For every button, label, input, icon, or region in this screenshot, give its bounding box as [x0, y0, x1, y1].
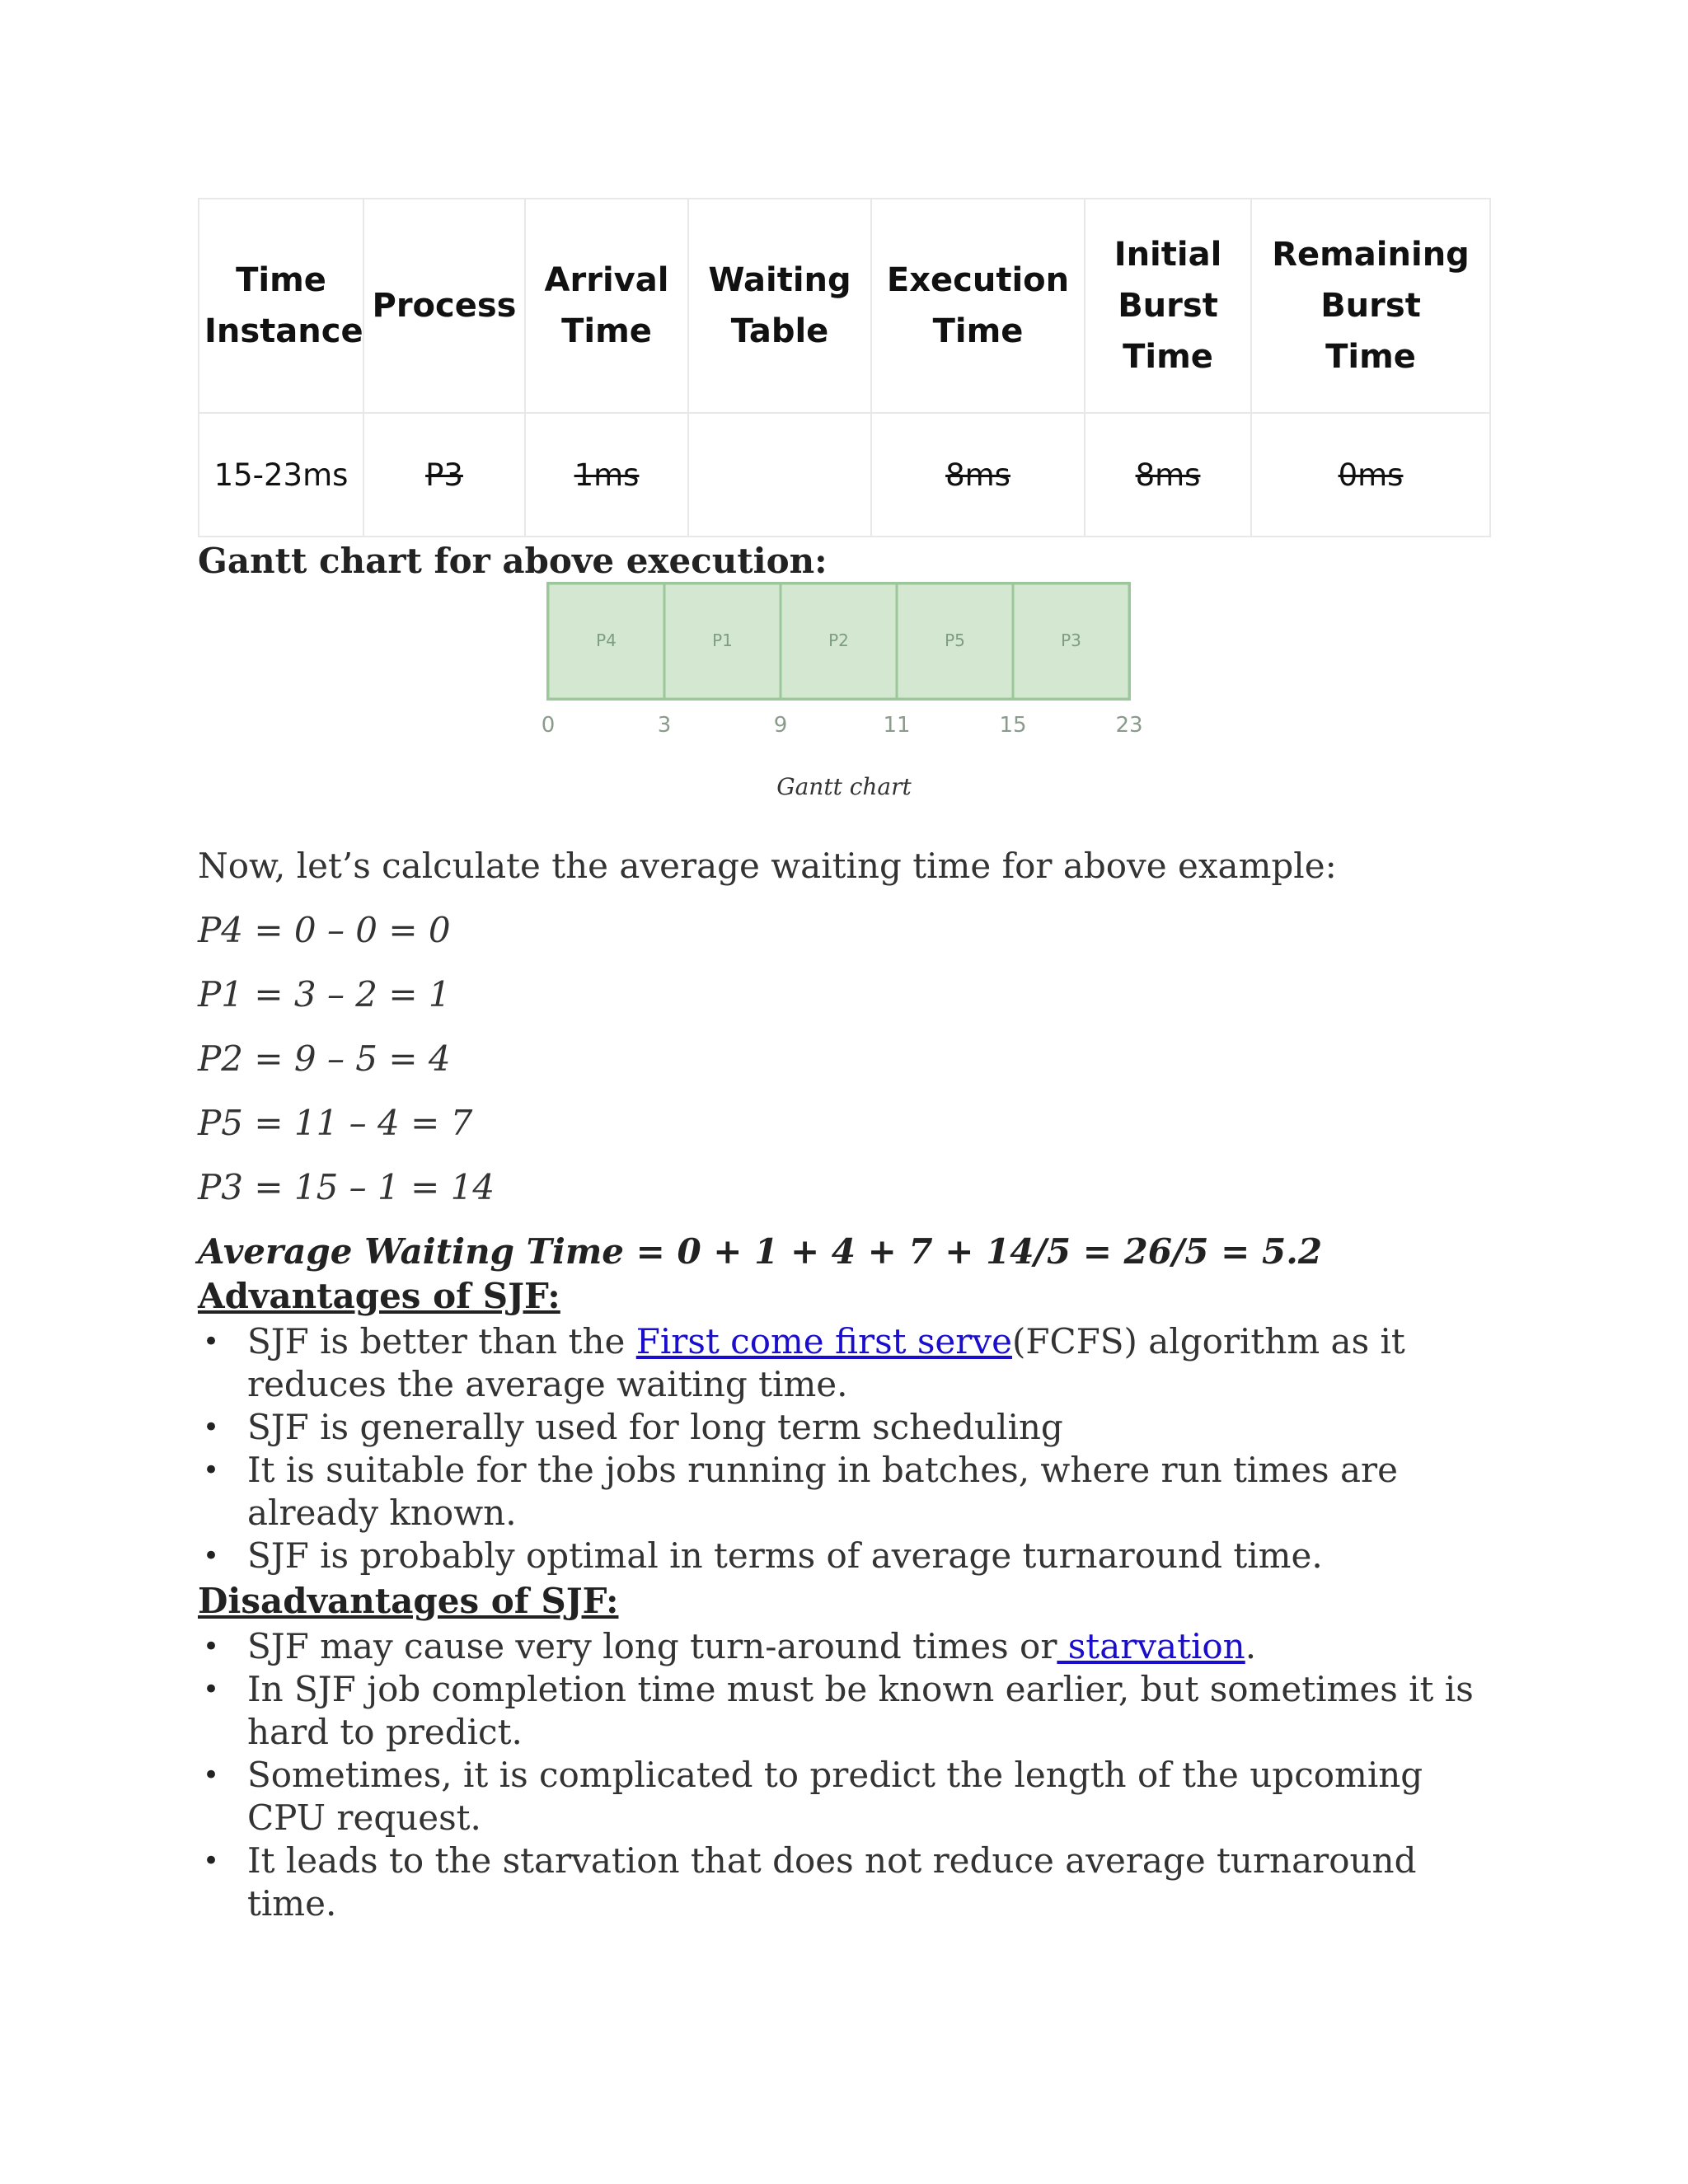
gantt-tick-15: 15: [999, 713, 1027, 738]
cell-arrival: 1ms: [525, 413, 688, 537]
starvation-link[interactable]: starvation: [1057, 1626, 1245, 1666]
gantt-tick-3: 3: [657, 713, 672, 738]
cell-remaining-burst: 0ms: [1251, 413, 1490, 537]
header-waiting-table: Waiting Table: [688, 199, 871, 413]
gantt-label-p3: P3: [1061, 630, 1081, 650]
list-item: • SJF is generally used for long term scheduling: [198, 1406, 1500, 1449]
gantt-heading: Gantt chart for above execution:: [198, 541, 828, 581]
cell-process: P3: [363, 413, 525, 537]
intro-text: Now, let’s calculate the average waiting time for above example:: [198, 846, 1337, 886]
list-item: • In SJF job completion time must be known earlier, but sometimes it is hard to predict.: [198, 1668, 1500, 1754]
gantt-label-p4: P4: [596, 630, 617, 650]
table-row: [199, 413, 1490, 537]
gantt-tick-0: 0: [541, 713, 556, 738]
list-item: • SJF is better than the First come first serve(FCFS) algorithm as it reduces the average waiting time.: [198, 1320, 1500, 1406]
gantt-caption: Gantt chart: [776, 773, 912, 800]
equation-p4: P4 = 0 – 0 = 0: [198, 910, 451, 950]
list-item: • It is suitable for the jobs running in batches, where run times are already known.: [198, 1449, 1500, 1535]
gantt-tick-9: 9: [773, 713, 788, 738]
process-table: [198, 198, 1491, 537]
gantt-label-p5: P5: [945, 630, 965, 650]
cell-waiting: [688, 413, 871, 537]
header-arrival-time: Arrival Time: [525, 199, 688, 413]
equation-p3: P3 = 15 – 1 = 14: [198, 1167, 495, 1207]
gantt-label-p2: P2: [828, 630, 849, 650]
gantt-chart: [528, 577, 1154, 742]
header-remaining-burst-time: Remaining Burst Time: [1251, 199, 1490, 413]
equation-p2: P2 = 9 – 5 = 4: [198, 1038, 451, 1079]
average-waiting-time: Average Waiting Time = 0 + 1 + 4 + 7 + 14/5 = 26/5 = 5.2: [198, 1231, 1323, 1272]
list-item: • Sometimes, it is complicated to predict the length of the upcoming CPU request.: [198, 1754, 1500, 1840]
header-initial-burst-time: Initial Burst Time: [1085, 199, 1251, 413]
equation-p5: P5 = 11 – 4 = 7: [198, 1103, 473, 1143]
gantt-label-p1: P1: [712, 630, 733, 650]
cell-time-instance: 15-23ms: [199, 413, 363, 537]
advantages-heading: Advantages of SJF:: [198, 1276, 560, 1316]
header-process: Process: [363, 199, 525, 413]
fcfs-link[interactable]: First come first serve: [635, 1321, 1012, 1361]
disadvantages-heading: Disadvantages of SJF:: [198, 1581, 619, 1621]
header-time-instance: Time Instance: [199, 199, 363, 413]
cell-execution: 8ms: [871, 413, 1085, 537]
advantages-list: [198, 1320, 1500, 1577]
list-item: • It leads to the starvation that does not reduce average turnaround time.: [198, 1840, 1500, 1925]
table-header-row: [199, 199, 1490, 413]
cell-initial-burst: 8ms: [1085, 413, 1251, 537]
list-item: • SJF may cause very long turn-around times or starvation.: [198, 1625, 1500, 1668]
header-execution-time: Execution Time: [871, 199, 1085, 413]
list-item: • SJF is probably optimal in terms of average turnaround time.: [198, 1535, 1500, 1577]
gantt-tick-11: 11: [883, 713, 911, 738]
disadvantages-list: [198, 1625, 1500, 1925]
gantt-tick-23: 23: [1115, 713, 1143, 738]
equation-p1: P1 = 3 – 2 = 1: [198, 974, 451, 1015]
